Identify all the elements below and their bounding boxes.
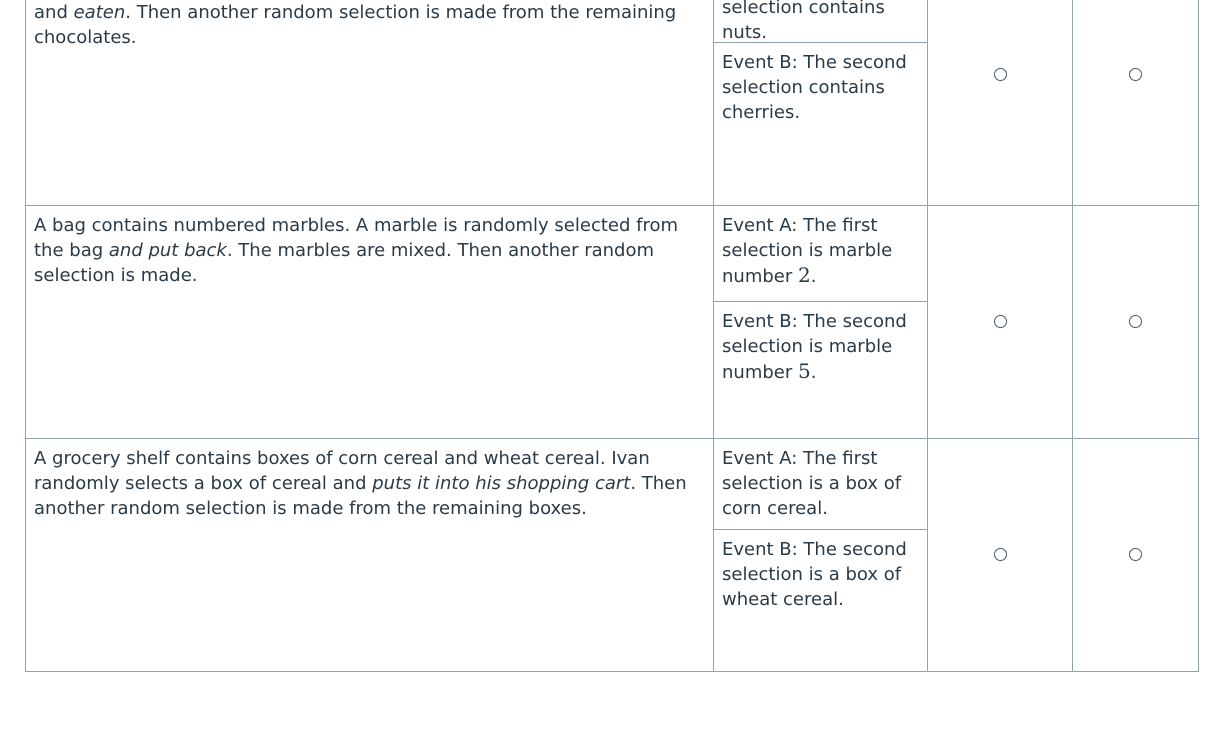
not-independent-choice-cell [1073, 439, 1199, 672]
event-b-number: 5 [797, 359, 811, 383]
scenario-cell [26, 0, 714, 206]
independent-radio[interactable] [994, 68, 1007, 81]
events-cell [714, 0, 928, 206]
event-a [714, 439, 927, 530]
table-row [26, 439, 1199, 672]
independent-events-table [25, 0, 1199, 672]
event-b [714, 302, 927, 393]
event-a-text: selection contains nuts. [722, 0, 885, 43]
event-a-period: . [810, 266, 817, 287]
events-table-container [25, 0, 1182, 672]
event-b-text: Event B: The second selection contains cherries. [722, 52, 907, 123]
event-a [714, 0, 927, 43]
not-independent-choice-cell [1073, 206, 1199, 439]
not-independent-radio[interactable] [1129, 68, 1142, 81]
scenario-emphasis: puts it into his shopping cart [372, 473, 631, 494]
event-b [714, 43, 927, 133]
scenario-text-pre: and [34, 2, 74, 23]
independent-radio[interactable] [994, 548, 1007, 561]
event-a-text: Event A: The first selection is a box of corn cereal. [722, 448, 902, 519]
events-cell [714, 439, 928, 672]
scenario-text-pre: A bag contains numbered marbles. A marble is randomly selected from the bag [34, 215, 679, 261]
event-b-text: Event B: The second selection is marble number [722, 311, 907, 383]
events-cell [714, 206, 928, 439]
table-row [26, 0, 1199, 206]
event-b [714, 530, 927, 620]
scenario-text-pre: A grocery shelf contains boxes of corn cereal and wheat cereal. Ivan randomly selects a box of cereal and [34, 448, 650, 494]
scenario-cell [26, 206, 714, 439]
independent-choice-cell [928, 0, 1073, 206]
independent-choice-cell [928, 206, 1073, 439]
independent-radio[interactable] [994, 315, 1007, 328]
not-independent-radio[interactable] [1129, 315, 1142, 328]
independent-choice-cell [928, 439, 1073, 672]
event-b-text: Event B: The second selection is a box of wheat cereal. [722, 539, 907, 610]
event-a-text: Event A: The first selection is marble number [722, 215, 893, 287]
not-independent-radio[interactable] [1129, 548, 1142, 561]
event-a [714, 206, 927, 302]
event-a-number: 2 [797, 263, 811, 287]
scenario-text-post: . The marbles are mixed. Then another random selection is made. [34, 240, 655, 286]
not-independent-choice-cell [1073, 0, 1199, 206]
scenario-cell [26, 439, 714, 672]
scenario-emphasis: eaten [73, 2, 126, 23]
scenario-text-post: . Then another random selection is made from the remaining chocolates. [34, 2, 677, 48]
scenario-emphasis: and put back [108, 240, 227, 261]
scenario-text-post: . Then another random selection is made from the remaining boxes. [34, 473, 687, 519]
event-b-period: . [810, 362, 817, 383]
table-row [26, 206, 1199, 439]
